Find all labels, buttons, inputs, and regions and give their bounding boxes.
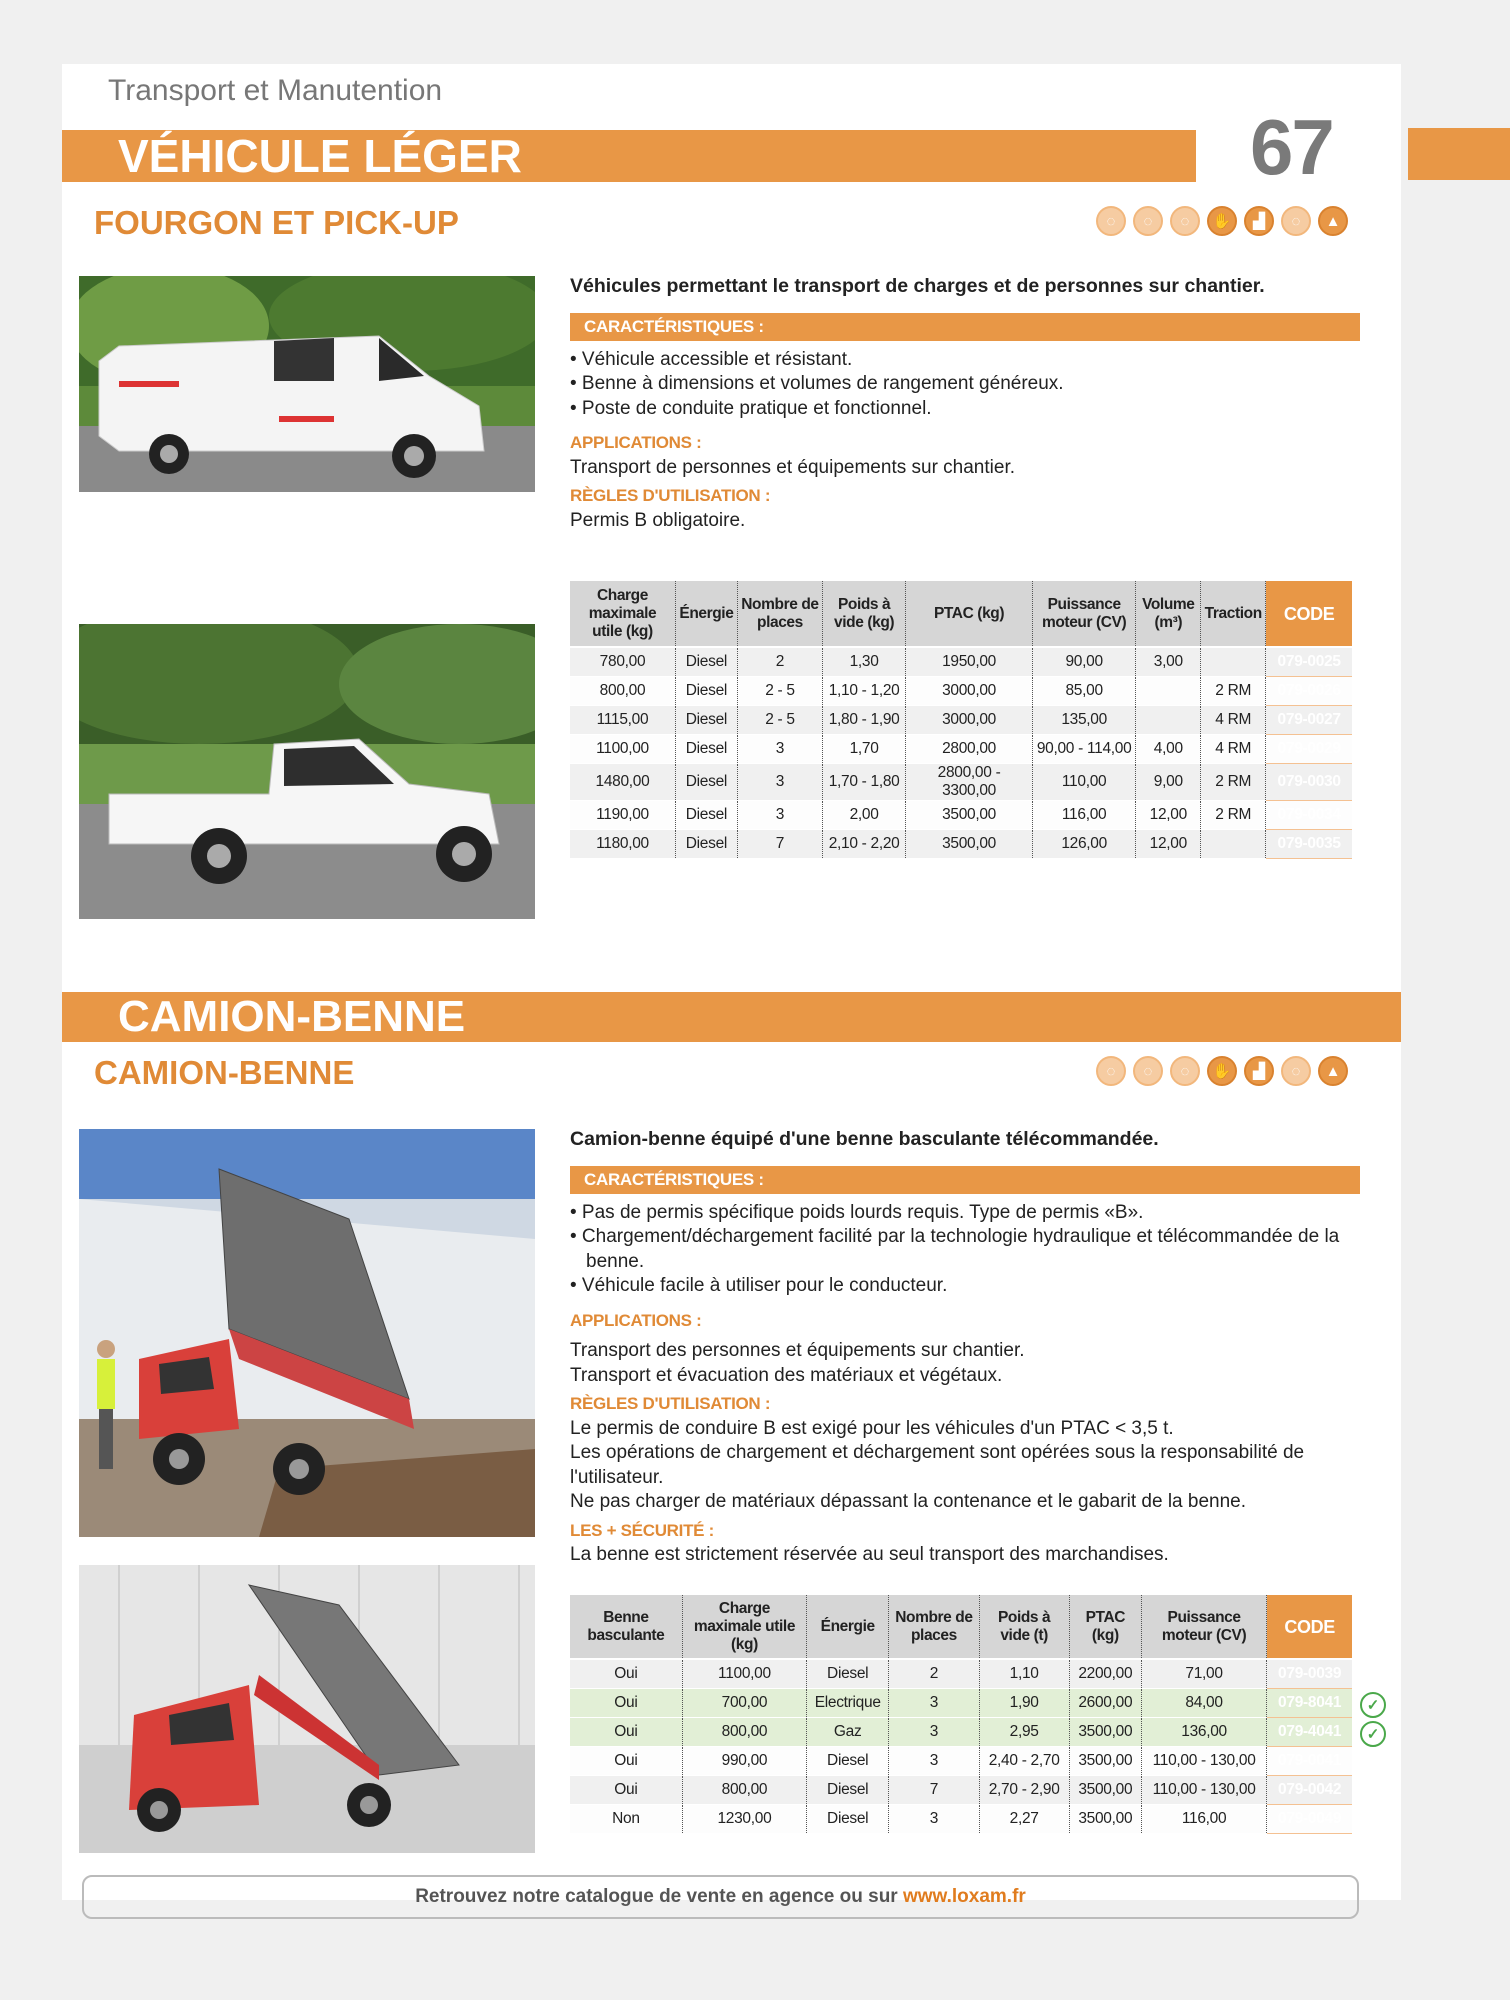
helmet-icon: ◌ [1170, 1056, 1200, 1086]
regles-label-2: RÈGLES D'UTILISATION : [570, 1394, 771, 1413]
table-header: Charge maximale utile (kg) [570, 581, 675, 647]
table-cell: 2200,00 [1069, 1659, 1141, 1688]
table-cell: 3 [889, 1746, 979, 1775]
table-cell: 2 - 5 [737, 676, 822, 705]
table-cell: 85,00 [1032, 676, 1135, 705]
table-cell: 110,00 - 130,00 [1141, 1775, 1266, 1804]
table-header: Poids à vide (kg) [823, 581, 906, 647]
product-code: 079-0041 [1267, 1746, 1352, 1775]
table-cell: 2 - 5 [737, 705, 822, 734]
table-header: Puissance moteur (CV) [1141, 1595, 1266, 1659]
caract-2-0: • Pas de permis spécifique poids lourds requis. Type de permis «B». [570, 1201, 1144, 1223]
table-cell: 3500,00 [1069, 1775, 1141, 1804]
table-cell: Oui [570, 1688, 682, 1717]
table-cell: 3 [737, 800, 822, 829]
table-header: Volume (m³) [1136, 581, 1201, 647]
subtitle-camion-benne: CAMION-BENNE [94, 1054, 355, 1091]
table-cell: 1,90 [979, 1688, 1069, 1717]
table-cell: 780,00 [570, 647, 675, 676]
caract-1-0: • Véhicule accessible et résistant. [570, 348, 853, 370]
spec-table-vehicule-leger [570, 581, 1352, 859]
helmet-icon: ◌ [1170, 206, 1200, 236]
table-row [570, 1746, 1352, 1775]
table-cell: 2,00 [823, 800, 906, 829]
table-cell: 135,00 [1032, 705, 1135, 734]
section-band-camion-benne: CAMION-BENNE [62, 992, 1401, 1042]
caract-1-1: • Benne à dimensions et volumes de rangement généreux. [570, 373, 1064, 394]
table-cell: 116,00 [1032, 800, 1135, 829]
table-row [570, 1804, 1352, 1833]
table-cell [1201, 829, 1266, 858]
table-cell: 800,00 [682, 1775, 806, 1804]
regles-label-1: RÈGLES D'UTILISATION : [570, 486, 771, 505]
product-code: 079-0034 [1266, 800, 1352, 829]
table-cell: 71,00 [1141, 1659, 1266, 1688]
table-cell: Diesel [675, 829, 737, 858]
table-cell: 3000,00 [906, 705, 1033, 734]
table-cell: 1115,00 [570, 705, 675, 734]
table-cell: Diesel [675, 705, 737, 734]
product-code: 079-0049 [1267, 1804, 1352, 1833]
intro-1: Véhicules permettant le transport de charges et de personnes sur chantier. [570, 275, 1265, 297]
table-cell: Oui [570, 1659, 682, 1688]
ppe-icons-2 [1096, 1056, 1348, 1086]
vest-icon: ▲ [1318, 1056, 1348, 1086]
caracteristiques-label-2: CARACTÉRISTIQUES : [570, 1166, 1360, 1194]
product-code: 079-0030 [1266, 763, 1352, 800]
product-code: 079-0025 [1266, 647, 1352, 676]
footer-link[interactable]: www.loxam.fr [902, 1886, 1026, 1907]
table-cell: 2,95 [979, 1717, 1069, 1746]
caract-1-2: • Poste de conduite pratique et fonctionnel. [570, 397, 932, 419]
table-cell: 2,27 [979, 1804, 1069, 1833]
table-cell: 1100,00 [570, 734, 675, 763]
table-cell: 3500,00 [1069, 1804, 1141, 1833]
page-edge-tab [1408, 128, 1510, 180]
category-title: Transport et Manutention [108, 74, 443, 107]
glove-icon: ✋ [1207, 206, 1237, 236]
table-cell: 1180,00 [570, 829, 675, 858]
table-cell: 1,70 [823, 734, 906, 763]
table-row [570, 1688, 1352, 1717]
table-cell: Oui [570, 1746, 682, 1775]
table-cell: Oui [570, 1717, 682, 1746]
photo-pick-up [79, 624, 535, 919]
table-cell: 2 RM [1201, 763, 1266, 800]
table-cell: 2 [889, 1659, 979, 1688]
caracteristiques-label-1: CARACTÉRISTIQUES : [570, 313, 1360, 341]
table-cell: 990,00 [682, 1746, 806, 1775]
photo-fourgon [79, 276, 535, 492]
table-cell: Oui [570, 1775, 682, 1804]
table-header: CODE [1266, 581, 1352, 647]
table-cell: 116,00 [1141, 1804, 1266, 1833]
eco-leaf-icon: ✓ [1360, 1692, 1386, 1718]
eco-leaf-icon: ✓ [1360, 1721, 1386, 1747]
table-row [570, 800, 1352, 829]
regles-2-0: Le permis de conduire B est exigé pour les véhicules d'un PTAC < 3,5 t. [570, 1417, 1174, 1439]
table-cell: 7 [889, 1775, 979, 1804]
table-cell [1136, 676, 1201, 705]
table-row [570, 1659, 1352, 1688]
glove-icon: ✋ [1207, 1056, 1237, 1086]
table-row [570, 763, 1352, 800]
table-header: CODE [1267, 1595, 1352, 1659]
table-cell: 2,70 - 2,90 [979, 1775, 1069, 1804]
caract-2-2: • Véhicule facile à utiliser pour le conducteur. [570, 1275, 948, 1296]
caract-2-1: • Chargement/déchargement facilité par la technologie hydraulique et télécommandée de la benne. [570, 1226, 1340, 1272]
boot-icon: ▟ [1244, 206, 1274, 236]
vest-icon: ▲ [1318, 206, 1348, 236]
table-cell: 4,00 [1136, 734, 1201, 763]
table-cell: 1,30 [823, 647, 906, 676]
table-row [570, 1717, 1352, 1746]
product-code: 079-0026 [1266, 676, 1352, 705]
table-row [570, 1775, 1352, 1804]
table-cell: 2 [737, 647, 822, 676]
table-cell: 1,80 - 1,90 [823, 705, 906, 734]
table-cell: 3 [889, 1688, 979, 1717]
table-cell: 3500,00 [1069, 1746, 1141, 1775]
photo-camion-benne-1 [79, 1129, 535, 1537]
table-cell: Diesel [807, 1804, 889, 1833]
table-cell: 1,10 - 1,20 [823, 676, 906, 705]
table-cell: 3500,00 [906, 800, 1033, 829]
table-cell: Diesel [807, 1659, 889, 1688]
table-header: Nombre de places [889, 1595, 979, 1659]
spec-table-camion-benne [570, 1595, 1352, 1834]
table-header: PTAC (kg) [906, 581, 1033, 647]
regles-1-0: Permis B obligatoire. [570, 509, 746, 531]
table-cell: 2 RM [1201, 800, 1266, 829]
regles-2-1: Les opérations de chargement et déchargement sont opérées sous la responsabilité de l'utilisateur. [570, 1442, 1305, 1488]
table-cell: 3 [737, 763, 822, 800]
table-cell: 1480,00 [570, 763, 675, 800]
catalog-page [62, 64, 1401, 1900]
applications-label-1: APPLICATIONS : [570, 433, 702, 452]
table-cell: 700,00 [682, 1688, 806, 1717]
page-number: 67 [1250, 103, 1333, 191]
table-cell: 3 [737, 734, 822, 763]
table-cell: 3500,00 [906, 829, 1033, 858]
product-code: 079-0035 [1266, 829, 1352, 858]
table-cell: Diesel [807, 1746, 889, 1775]
footer-banner [82, 1875, 1359, 1919]
description-1 [570, 274, 1360, 533]
table-cell: 84,00 [1141, 1688, 1266, 1717]
product-code: 079-4041 [1267, 1717, 1352, 1746]
table-cell: 12,00 [1136, 800, 1201, 829]
table-header: Benne basculante [570, 1595, 682, 1659]
ear-protection-icon: ◌ [1096, 1056, 1126, 1086]
glasses-icon: ◌ [1281, 206, 1311, 236]
footer-text: Retrouvez notre catalogue de vente en agence ou sur [415, 1886, 903, 1907]
table-cell: 1950,00 [906, 647, 1033, 676]
table-cell: 9,00 [1136, 763, 1201, 800]
table-cell: 2800,00 [906, 734, 1033, 763]
table-cell: 800,00 [570, 676, 675, 705]
table-header: Nombre de places [737, 581, 822, 647]
table-cell [1201, 647, 1266, 676]
table-cell: 1190,00 [570, 800, 675, 829]
table-cell: 3 [889, 1717, 979, 1746]
subtitle-fourgon: FOURGON ET PICK-UP [94, 204, 459, 241]
table-cell: Gaz [807, 1717, 889, 1746]
table-cell: 2800,00 - 3300,00 [906, 763, 1033, 800]
table-cell: 1,10 [979, 1659, 1069, 1688]
table-cell: 110,00 - 130,00 [1141, 1746, 1266, 1775]
applications-1-0: Transport de personnes et équipements sur chantier. [570, 456, 1015, 478]
table-cell: Diesel [675, 763, 737, 800]
mask-icon: ◌ [1133, 206, 1163, 236]
table-cell: 7 [737, 829, 822, 858]
table-cell: 3000,00 [906, 676, 1033, 705]
table-cell: 90,00 - 114,00 [1032, 734, 1135, 763]
table-cell: 110,00 [1032, 763, 1135, 800]
table-cell: 2,40 - 2,70 [979, 1746, 1069, 1775]
photo-camion-benne-2 [79, 1565, 535, 1853]
table-cell: 2 RM [1201, 676, 1266, 705]
glasses-icon: ◌ [1281, 1056, 1311, 1086]
table-cell: 800,00 [682, 1717, 806, 1746]
table-row [570, 676, 1352, 705]
table-cell: 136,00 [1141, 1717, 1266, 1746]
table-header: Traction [1201, 581, 1266, 647]
table-header: PTAC (kg) [1069, 1595, 1141, 1659]
product-code: 079-0039 [1267, 1659, 1352, 1688]
table-cell: Diesel [675, 800, 737, 829]
table-cell: 4 RM [1201, 734, 1266, 763]
table-cell: 3 [889, 1804, 979, 1833]
product-code: 079-0027 [1266, 705, 1352, 734]
table-cell: 3500,00 [1069, 1717, 1141, 1746]
ppe-icons-1 [1096, 206, 1348, 236]
table-cell: Diesel [675, 647, 737, 676]
mask-icon: ◌ [1133, 1056, 1163, 1086]
securite-label-2: LES + SÉCURITÉ : [570, 1520, 714, 1540]
table-cell: 1100,00 [682, 1659, 806, 1688]
ear-protection-icon: ◌ [1096, 206, 1126, 236]
table-header: Poids à vide (t) [979, 1595, 1069, 1659]
applications-label-2: APPLICATIONS : [570, 1310, 702, 1330]
table-cell: Diesel [807, 1775, 889, 1804]
description-2 [570, 1127, 1360, 1568]
applications-2-0: Transport des personnes et équipements sur chantier. [570, 1340, 1025, 1361]
boot-icon: ▟ [1244, 1056, 1274, 1086]
product-code: 079-8041 [1267, 1688, 1352, 1717]
table-cell: Diesel [675, 676, 737, 705]
section-band-vehicule-leger: VÉHICULE LÉGER [62, 130, 1196, 182]
table-cell: 3,00 [1136, 647, 1201, 676]
regles-2-2: Ne pas charger de matériaux dépassant la contenance et le gabarit de la benne. [570, 1491, 1247, 1512]
table-row [570, 829, 1352, 858]
table-header: Charge maximale utile (kg) [682, 1595, 806, 1659]
product-code: 079-0029 [1266, 734, 1352, 763]
table-cell: 4 RM [1201, 705, 1266, 734]
table-cell: 2600,00 [1069, 1688, 1141, 1717]
table-cell: 1230,00 [682, 1804, 806, 1833]
product-code: 079-0042 [1267, 1775, 1352, 1804]
table-cell: 2,10 - 2,20 [823, 829, 906, 858]
table-cell: Non [570, 1804, 682, 1833]
table-header: Énergie [807, 1595, 889, 1659]
table-cell: 1,70 - 1,80 [823, 763, 906, 800]
intro-2: Camion-benne équipé d'une benne basculante télécommandée. [570, 1128, 1159, 1150]
table-cell [1136, 705, 1201, 734]
applications-2-1: Transport et évacuation des matériaux et végétaux. [570, 1364, 1003, 1386]
table-cell: 12,00 [1136, 829, 1201, 858]
table-header: Énergie [675, 581, 737, 647]
table-cell: Electrique [807, 1688, 889, 1717]
securite-2-0: La benne est strictement réservée au seul transport des marchandises. [570, 1544, 1169, 1565]
table-row [570, 647, 1352, 676]
table-header: Puissance moteur (CV) [1032, 581, 1135, 647]
table-row [570, 705, 1352, 734]
table-row [570, 734, 1352, 763]
table-cell: 126,00 [1032, 829, 1135, 858]
table-cell: Diesel [675, 734, 737, 763]
table-cell: 90,00 [1032, 647, 1135, 676]
